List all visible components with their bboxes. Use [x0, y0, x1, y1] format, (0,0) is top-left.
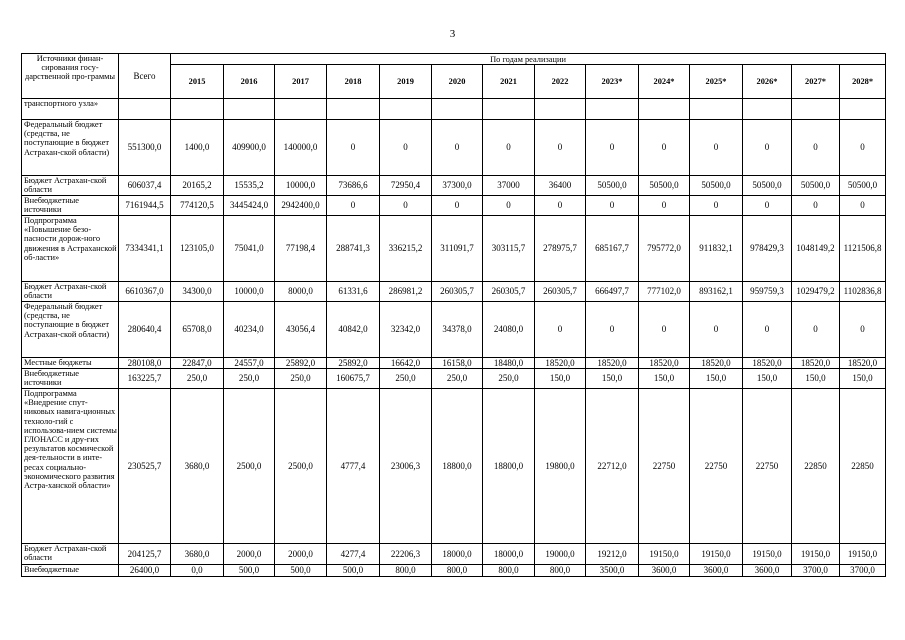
- year-header: 2026*: [743, 65, 792, 99]
- source-cell: Местные бюджеты: [22, 358, 119, 369]
- year-header: 2024*: [639, 65, 690, 99]
- table-row: [22, 358, 886, 369]
- value-cell: 3600,0: [690, 565, 743, 577]
- value-cell: 2942400,0: [275, 196, 327, 216]
- value-cell: 24080,0: [483, 302, 535, 358]
- year-header: 2019: [380, 65, 432, 99]
- value-cell: 18480,0: [483, 358, 535, 369]
- total-cell: 280108,0: [119, 358, 171, 369]
- value-cell: [743, 99, 792, 120]
- value-cell: 19212,0: [586, 544, 639, 565]
- value-cell: 0: [690, 196, 743, 216]
- source-cell: Бюджет Астрахан-ской области: [22, 544, 119, 565]
- total-header: Всего: [119, 54, 171, 99]
- year-header: 2023*: [586, 65, 639, 99]
- value-cell: 22850: [840, 389, 886, 544]
- value-cell: 0: [586, 196, 639, 216]
- source-cell: Бюджет Астрахан-ской области: [22, 282, 119, 302]
- value-cell: 0: [432, 120, 483, 176]
- source-cell: Подпрограмма «Повышение безо-пасности дорож-ного движения в Астраханской об-ласти»: [22, 216, 119, 282]
- value-cell: [639, 99, 690, 120]
- value-cell: 50500,0: [840, 176, 886, 196]
- funding-table: [21, 53, 886, 577]
- value-cell: 1029479,2: [792, 282, 840, 302]
- value-cell: 978429,3: [743, 216, 792, 282]
- year-header: 2021: [483, 65, 535, 99]
- value-cell: [792, 99, 840, 120]
- total-cell: 6610367,0: [119, 282, 171, 302]
- value-cell: 160675,7: [327, 369, 380, 389]
- year-header: 2028*: [840, 65, 886, 99]
- total-cell: 606037,4: [119, 176, 171, 196]
- value-cell: 18520,0: [743, 358, 792, 369]
- source-cell: Бюджет Астрахан-ской области: [22, 176, 119, 196]
- value-cell: 774120,5: [171, 196, 224, 216]
- value-cell: 22750: [690, 389, 743, 544]
- source-cell: Внебюджетные: [22, 565, 119, 577]
- value-cell: 500,0: [327, 565, 380, 577]
- value-cell: 22750: [743, 389, 792, 544]
- value-cell: 150,0: [535, 369, 586, 389]
- value-cell: 0: [380, 196, 432, 216]
- year-header: 2015: [171, 65, 224, 99]
- value-cell: 250,0: [483, 369, 535, 389]
- table-row: [22, 282, 886, 302]
- value-cell: 336215,2: [380, 216, 432, 282]
- value-cell: 140000,0: [275, 120, 327, 176]
- value-cell: 0: [380, 120, 432, 176]
- value-cell: 150,0: [840, 369, 886, 389]
- value-cell: 150,0: [743, 369, 792, 389]
- years-group-header: По годам реализации: [171, 54, 886, 65]
- value-cell: 0: [743, 120, 792, 176]
- value-cell: 500,0: [275, 565, 327, 577]
- value-cell: 4277,4: [327, 544, 380, 565]
- value-cell: [171, 99, 224, 120]
- value-cell: 65708,0: [171, 302, 224, 358]
- value-cell: 0: [586, 302, 639, 358]
- year-header: 2018: [327, 65, 380, 99]
- value-cell: 43056,4: [275, 302, 327, 358]
- value-cell: 150,0: [586, 369, 639, 389]
- value-cell: 19150,0: [639, 544, 690, 565]
- value-cell: 19000,0: [535, 544, 586, 565]
- value-cell: 0: [535, 120, 586, 176]
- value-cell: 50500,0: [639, 176, 690, 196]
- value-cell: 500,0: [224, 565, 275, 577]
- value-cell: 1102836,8: [840, 282, 886, 302]
- total-cell: 7334341,1: [119, 216, 171, 282]
- value-cell: 36400: [535, 176, 586, 196]
- value-cell: 250,0: [380, 369, 432, 389]
- value-cell: 0: [483, 196, 535, 216]
- value-cell: [224, 99, 275, 120]
- table-row: [22, 369, 886, 389]
- value-cell: 0: [792, 196, 840, 216]
- value-cell: 0: [535, 196, 586, 216]
- value-cell: 1048149,2: [792, 216, 840, 282]
- value-cell: 409900,0: [224, 120, 275, 176]
- value-cell: 34378,0: [432, 302, 483, 358]
- value-cell: 10000,0: [224, 282, 275, 302]
- value-cell: 959759,3: [743, 282, 792, 302]
- value-cell: 37300,0: [432, 176, 483, 196]
- value-cell: 150,0: [639, 369, 690, 389]
- table-row: [22, 544, 886, 565]
- table-row: [22, 216, 886, 282]
- value-cell: 250,0: [224, 369, 275, 389]
- value-cell: 800,0: [535, 565, 586, 577]
- year-header: 2020: [432, 65, 483, 99]
- value-cell: 75041,0: [224, 216, 275, 282]
- value-cell: 3700,0: [840, 565, 886, 577]
- value-cell: 3600,0: [639, 565, 690, 577]
- value-cell: 0: [792, 302, 840, 358]
- value-cell: [483, 99, 535, 120]
- value-cell: 37000: [483, 176, 535, 196]
- value-cell: 34300,0: [171, 282, 224, 302]
- value-cell: 2500,0: [224, 389, 275, 544]
- value-cell: 18520,0: [639, 358, 690, 369]
- value-cell: 19800,0: [535, 389, 586, 544]
- source-cell: Внебюджетные источники: [22, 196, 119, 216]
- table-row: [22, 565, 886, 577]
- year-header: 2027*: [792, 65, 840, 99]
- table-row: [22, 120, 886, 176]
- value-cell: 0: [743, 196, 792, 216]
- value-cell: 72950,4: [380, 176, 432, 196]
- total-cell: 551300,0: [119, 120, 171, 176]
- value-cell: 288741,3: [327, 216, 380, 282]
- value-cell: 15535,2: [224, 176, 275, 196]
- value-cell: 795772,0: [639, 216, 690, 282]
- value-cell: 50500,0: [792, 176, 840, 196]
- value-cell: 18520,0: [586, 358, 639, 369]
- value-cell: 50500,0: [690, 176, 743, 196]
- total-cell: [119, 99, 171, 120]
- value-cell: 260305,7: [483, 282, 535, 302]
- value-cell: 22750: [639, 389, 690, 544]
- value-cell: 18520,0: [840, 358, 886, 369]
- value-cell: 23006,3: [380, 389, 432, 544]
- value-cell: 0: [840, 302, 886, 358]
- value-cell: 22206,3: [380, 544, 432, 565]
- value-cell: 0,0: [171, 565, 224, 577]
- value-cell: 25892,0: [275, 358, 327, 369]
- value-cell: [586, 99, 639, 120]
- value-cell: 25892,0: [327, 358, 380, 369]
- value-cell: 0: [743, 302, 792, 358]
- value-cell: 73686,6: [327, 176, 380, 196]
- value-cell: 0: [792, 120, 840, 176]
- year-header: 2025*: [690, 65, 743, 99]
- value-cell: 260305,7: [535, 282, 586, 302]
- value-cell: 800,0: [432, 565, 483, 577]
- value-cell: 50500,0: [743, 176, 792, 196]
- page-number: 3: [449, 28, 456, 40]
- value-cell: 3445424,0: [224, 196, 275, 216]
- value-cell: 10000,0: [275, 176, 327, 196]
- value-cell: 800,0: [380, 565, 432, 577]
- value-cell: 18800,0: [483, 389, 535, 544]
- value-cell: [840, 99, 886, 120]
- value-cell: 278975,7: [535, 216, 586, 282]
- value-cell: 0: [840, 196, 886, 216]
- value-cell: 19150,0: [840, 544, 886, 565]
- source-cell: Подпрограмма «Внедрение спут-никовых навига-ционных техноло-гий с использова-нием системы ГЛОНАСС и дру-гих результатов космической дея-тельности в инте-ресах социально-экономического развития Астра-ханской области»: [22, 389, 119, 544]
- source-header: Источники финан-сирования госу-дарственной про-граммы: [22, 54, 119, 99]
- value-cell: 40842,0: [327, 302, 380, 358]
- value-cell: 2500,0: [275, 389, 327, 544]
- total-cell: 280640,4: [119, 302, 171, 358]
- value-cell: 685167,7: [586, 216, 639, 282]
- value-cell: 666497,7: [586, 282, 639, 302]
- value-cell: 0: [483, 120, 535, 176]
- value-cell: 18520,0: [792, 358, 840, 369]
- value-cell: 123105,0: [171, 216, 224, 282]
- value-cell: 1400,0: [171, 120, 224, 176]
- value-cell: 19150,0: [690, 544, 743, 565]
- value-cell: 303115,7: [483, 216, 535, 282]
- total-cell: 204125,7: [119, 544, 171, 565]
- value-cell: 0: [639, 120, 690, 176]
- value-cell: 16642,0: [380, 358, 432, 369]
- value-cell: 20165,2: [171, 176, 224, 196]
- source-cell: Федеральный бюджет (средства, не поступающие в бюджет Астрахан-ской области): [22, 302, 119, 358]
- value-cell: 2000,0: [224, 544, 275, 565]
- source-cell: Внебюджетные источники: [22, 369, 119, 389]
- value-cell: 8000,0: [275, 282, 327, 302]
- value-cell: 250,0: [171, 369, 224, 389]
- value-cell: 18520,0: [690, 358, 743, 369]
- source-cell: транспортного узла»: [22, 99, 119, 120]
- value-cell: 0: [586, 120, 639, 176]
- value-cell: 19150,0: [792, 544, 840, 565]
- value-cell: 18000,0: [483, 544, 535, 565]
- total-cell: 230525,7: [119, 389, 171, 544]
- value-cell: 3700,0: [792, 565, 840, 577]
- table-row: [22, 302, 886, 358]
- value-cell: [327, 99, 380, 120]
- source-cell: Федеральный бюджет (средства, не поступающие в бюджет Астрахан-ской области): [22, 120, 119, 176]
- value-cell: 24557,0: [224, 358, 275, 369]
- value-cell: 18000,0: [432, 544, 483, 565]
- value-cell: 2000,0: [275, 544, 327, 565]
- value-cell: 0: [639, 196, 690, 216]
- value-cell: 40234,0: [224, 302, 275, 358]
- value-cell: 3500,0: [586, 565, 639, 577]
- value-cell: [432, 99, 483, 120]
- table-row: [22, 99, 886, 120]
- value-cell: 0: [327, 120, 380, 176]
- table-row: [22, 196, 886, 216]
- table-row: [22, 176, 886, 196]
- value-cell: [690, 99, 743, 120]
- value-cell: 18800,0: [432, 389, 483, 544]
- year-header: 2022: [535, 65, 586, 99]
- value-cell: 77198,4: [275, 216, 327, 282]
- value-cell: 0: [840, 120, 886, 176]
- value-cell: 61331,6: [327, 282, 380, 302]
- value-cell: 0: [535, 302, 586, 358]
- value-cell: 50500,0: [586, 176, 639, 196]
- value-cell: 0: [432, 196, 483, 216]
- year-header: 2016: [224, 65, 275, 99]
- value-cell: 1121506,8: [840, 216, 886, 282]
- value-cell: 0: [690, 302, 743, 358]
- value-cell: 19150,0: [743, 544, 792, 565]
- value-cell: 250,0: [432, 369, 483, 389]
- value-cell: 893162,1: [690, 282, 743, 302]
- value-cell: 32342,0: [380, 302, 432, 358]
- value-cell: 22712,0: [586, 389, 639, 544]
- value-cell: 3680,0: [171, 544, 224, 565]
- value-cell: 150,0: [792, 369, 840, 389]
- value-cell: 911832,1: [690, 216, 743, 282]
- value-cell: 18520,0: [535, 358, 586, 369]
- value-cell: [380, 99, 432, 120]
- value-cell: 260305,7: [432, 282, 483, 302]
- value-cell: 800,0: [483, 565, 535, 577]
- value-cell: 0: [327, 196, 380, 216]
- value-cell: 4777,4: [327, 389, 380, 544]
- total-cell: 163225,7: [119, 369, 171, 389]
- value-cell: 0: [690, 120, 743, 176]
- value-cell: [275, 99, 327, 120]
- value-cell: 0: [639, 302, 690, 358]
- value-cell: 22847,0: [171, 358, 224, 369]
- value-cell: 150,0: [690, 369, 743, 389]
- year-header: 2017: [275, 65, 327, 99]
- table-row: [22, 389, 886, 544]
- value-cell: 777102,0: [639, 282, 690, 302]
- total-cell: 26400,0: [119, 565, 171, 577]
- total-cell: 7161944,5: [119, 196, 171, 216]
- value-cell: 16158,0: [432, 358, 483, 369]
- value-cell: 311091,7: [432, 216, 483, 282]
- value-cell: 3680,0: [171, 389, 224, 544]
- value-cell: 3600,0: [743, 565, 792, 577]
- value-cell: 22850: [792, 389, 840, 544]
- value-cell: 250,0: [275, 369, 327, 389]
- value-cell: 286981,2: [380, 282, 432, 302]
- value-cell: [535, 99, 586, 120]
